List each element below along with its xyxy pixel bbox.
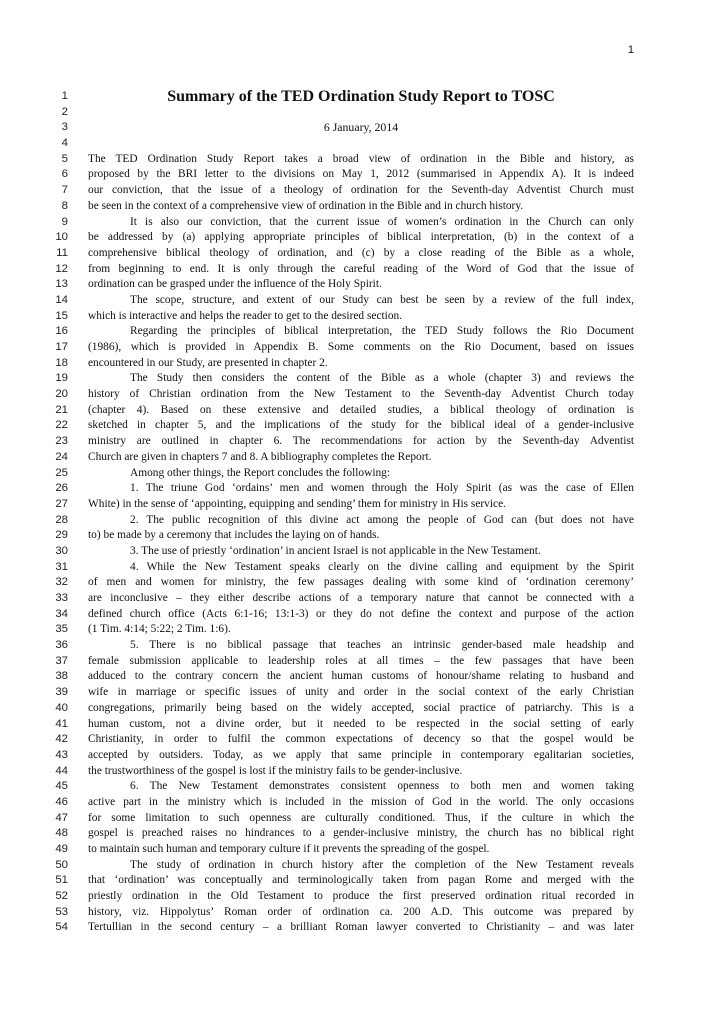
line-text: 1. The triune God ‘ordains’ men and women through the Holy Spirit (as was the case of Ellen (130, 482, 634, 495)
document-line (0, 764, 720, 780)
document-line (0, 826, 720, 842)
line-text: female submission applicable to leadership roles at all times – the few passages that have been (88, 654, 634, 667)
line-number: 38 (55, 670, 68, 683)
line-number: 2 (61, 105, 68, 118)
line-text: 3. The use of priestly ‘ordination’ in ancient Israel is not applicable in the New Testament. (130, 544, 541, 557)
document-line (0, 481, 720, 497)
line-text: Christianity, in order to fulfil the common expectations of decency so that the gospel would be (88, 733, 634, 746)
line-number: 10 (55, 231, 68, 244)
document-line (0, 905, 720, 921)
line-text: to) be made by a ceremony that includes the laying on of hands. (88, 529, 380, 542)
document-line (0, 199, 720, 215)
line-text: priestly ordination in the Old Testament to produce the first preserved ordination ritual recorded in (88, 890, 634, 903)
line-text: be addressed by (a) applying appropriate principles of biblical interpretation, (b) in the context of a (88, 231, 634, 244)
document-line (0, 842, 720, 858)
line-number: 52 (55, 890, 68, 903)
line-text: The Study then considers the content of the Bible as a whole (chapter 3) and reviews the (130, 372, 634, 385)
document-line (0, 873, 720, 889)
line-text: Regarding the principles of biblical interpretation, the TED Study follows the Rio Document (130, 325, 634, 338)
document-line (0, 669, 720, 685)
line-number: 33 (55, 592, 68, 604)
document-line (0, 293, 720, 309)
line-text: Among other things, the Report concludes the following: (130, 466, 391, 479)
line-number: 25 (55, 466, 68, 479)
line-number: 28 (55, 513, 68, 526)
line-number: 11 (56, 246, 68, 259)
line-number: 31 (55, 560, 68, 573)
line-number: 34 (55, 607, 68, 620)
line-number: 23 (55, 435, 68, 448)
line-number: 1 (61, 90, 68, 102)
line-number: 29 (55, 529, 68, 542)
line-text: adduced to the contrary concern the ancient human customs of honour/shame relating to husband and (88, 670, 634, 683)
line-text: 4. While the New Testament speaks clearly on the divine calling and equipment by the Spirit (130, 560, 634, 573)
document-line (0, 309, 720, 325)
document-line (0, 701, 720, 717)
line-text: White) in the sense of ‘appointing, equipping and sending’ them for ministry in His service. (88, 497, 506, 510)
document-line (0, 120, 720, 136)
line-number: 42 (55, 733, 68, 746)
document-line (0, 920, 720, 936)
document-line (0, 246, 720, 262)
line-text: defined church office (Acts 6:1-16; 13:1-3) or they do not define the context and purpose of the action (88, 607, 634, 620)
line-text: the trustworthiness of the gospel is lost if the ministry fails to be gender-inclusive. (88, 764, 463, 777)
line-text: (1986), which is provided in Appendix B. Some comments on the Rio Document, based on issues (88, 341, 634, 353)
line-number: 45 (55, 780, 68, 793)
document-line (0, 230, 720, 246)
line-number: 30 (55, 544, 68, 557)
line-text: gospel is preached raises no hindrances to a gender-inclusive ministry, the church has no biblical right (88, 827, 634, 840)
document-line (0, 779, 720, 795)
document-line (0, 371, 720, 387)
document-line (0, 450, 720, 466)
document-line (0, 277, 720, 293)
line-text: for some limitation to such openness are culturally conditioned. Thus, if the culture in which the (88, 811, 634, 824)
document-line (0, 811, 720, 827)
line-number: 21 (55, 403, 68, 416)
line-number: 37 (55, 654, 68, 667)
document-line (0, 560, 720, 576)
line-number: 20 (55, 388, 68, 401)
document-line (0, 795, 720, 811)
line-number: 18 (55, 356, 68, 369)
line-number: 50 (55, 858, 68, 871)
line-text: congregations, primarily being based on the widely accepted, social practice of patriarchy. This is a (88, 701, 634, 714)
document-date: 6 January, 2014 (323, 120, 399, 135)
document-line (0, 654, 720, 670)
line-number: 13 (55, 278, 68, 291)
line-number: 43 (55, 748, 68, 761)
line-text: (1 Tim. 4:14; 5:22; 2 Tim. 1:6). (88, 623, 231, 636)
line-number: 6 (61, 168, 68, 181)
line-text: which is interactive and helps the reader to get to the desired section. (88, 309, 403, 322)
line-number: 4 (61, 137, 68, 150)
line-number: 19 (55, 372, 68, 385)
line-text: wife in marriage or specific issues of unity and order in the social context of the early Christian (88, 686, 634, 699)
line-text: The TED Ordination Study Report takes a broad view of ordination in the Bible and history, as (88, 152, 634, 165)
document-line (0, 528, 720, 544)
line-number: 46 (55, 795, 68, 808)
line-number: 7 (61, 184, 68, 197)
line-number: 9 (61, 215, 68, 228)
document-line (0, 183, 720, 199)
line-text: history of Christian ordination from the New Testament to the Seventh-day Adventist Church today (88, 388, 634, 401)
line-text: proposed by the BRI letter to the divisions on May 1, 2012 (summarised in Appendix A). It is indeed (88, 168, 634, 181)
line-number: 15 (55, 309, 68, 322)
line-text: are inconclusive – they either describe actions of a temporary nature that cannot be connected with a (88, 592, 634, 604)
line-text: The study of ordination in church history after the completion of the New Testament reveals (130, 858, 634, 871)
line-text: of men and women for ministry, the few passages dealing with some kind of ‘ordination ceremony’ (88, 576, 634, 589)
line-number: 26 (55, 482, 68, 495)
document-line (0, 434, 720, 450)
document-line (0, 262, 720, 278)
line-number: 16 (55, 325, 68, 338)
line-text: from beginning to end. It is only through the careful reading of the Word of God that the issue of (88, 262, 634, 275)
line-text: that ‘ordination’ was conceptually and terminologically taken from pagan Rome and merged with the (88, 874, 634, 887)
document-line (0, 215, 720, 231)
line-number: 24 (55, 450, 68, 463)
line-text: accepted by outsiders. Today, as we apply that same principle in contemporary egalitarian societies, (88, 748, 634, 761)
document-line (0, 607, 720, 623)
line-number: 22 (55, 419, 68, 432)
document-line (0, 748, 720, 764)
line-number: 35 (55, 623, 68, 636)
document-line (0, 152, 720, 168)
line-number: 32 (55, 576, 68, 589)
line-number: 51 (55, 874, 68, 887)
document-line (0, 575, 720, 591)
document-line (0, 136, 720, 152)
document-line (0, 685, 720, 701)
line-number: 14 (55, 293, 68, 306)
document-line (0, 497, 720, 513)
line-text: to maintain such human and temporary culture if it prevents the spreading of the gospel. (88, 843, 490, 855)
line-number: 40 (55, 701, 68, 714)
line-number: 41 (55, 717, 68, 730)
document-line (0, 466, 720, 482)
line-number: 27 (55, 497, 68, 510)
document-line (0, 732, 720, 748)
page-number: 1 (627, 44, 634, 56)
line-number: 12 (55, 262, 68, 275)
line-text: our conviction, that the issue of a theology of ordination for the Seventh-day Adventist Church must (88, 184, 634, 197)
document-line (0, 858, 720, 874)
line-text: be seen in the context of a comprehensive view of ordination in the Bible and in church history. (88, 199, 524, 212)
line-text: (chapter 4). Based on these extensive and detailed studies, a biblical theology of ordination is (88, 403, 634, 416)
line-text: sketched in chapter 5, and the implications of the study for the biblical ideal of a gender-inclusive (88, 419, 634, 432)
document-line (0, 167, 720, 183)
line-text: encountered in our Study, are presented in chapter 2. (88, 356, 328, 369)
document-line (0, 544, 720, 560)
line-number: 47 (55, 811, 68, 824)
line-text: 2. The public recognition of this divine act among the people of God can (but does not have (130, 513, 634, 526)
line-number: 49 (55, 843, 68, 855)
line-number: 3 (61, 121, 68, 134)
line-number: 36 (55, 639, 68, 652)
line-text: The scope, structure, and extent of our Study can best be seen by a review of the full index, (130, 293, 634, 306)
line-number: 53 (55, 905, 68, 918)
document-line (0, 340, 720, 356)
line-number: 5 (61, 152, 68, 165)
document-line (0, 622, 720, 638)
text-body (0, 89, 720, 936)
line-number: 17 (55, 341, 68, 353)
line-text: Tertullian in the second century – a brilliant Roman lawyer converted to Christianity – and was later (88, 921, 634, 934)
line-text: 5. There is no biblical passage that teaches an intrinsic gender-based male headship and (130, 639, 634, 652)
document-line (0, 591, 720, 607)
document-title: Summary of the TED Ordination Study Report to TOSC (167, 88, 555, 105)
document-line (0, 403, 720, 419)
document-line (0, 717, 720, 733)
line-text: 6. The New Testament demonstrates consistent openness to both men and women taking (130, 780, 634, 793)
line-text: It is also our conviction, that the current issue of women’s ordination in the Church can only (130, 215, 634, 228)
document-line (0, 889, 720, 905)
document-line (0, 513, 720, 529)
document-line (0, 324, 720, 340)
line-text: active part in the ministry which is included in the mission of God in the world. The only occasions (88, 795, 634, 808)
document-line (0, 89, 720, 105)
line-text: ordination can be grasped under the influence of the Holy Spirit. (88, 278, 382, 291)
line-number: 44 (55, 764, 68, 777)
line-text: human custom, not a divine order, but it needed to be respected in the social setting of early (88, 717, 634, 730)
line-text: comprehensive biblical theology of ordination, and (c) by a close reading of the Bible as a whole, (88, 246, 634, 259)
line-number: 54 (55, 921, 68, 934)
document-line (0, 105, 720, 121)
line-text: history, viz. Hippolytus’ Roman order of ordination ca. 200 A.D. This outcome was prepared by (88, 905, 634, 918)
line-number: 8 (61, 199, 68, 212)
line-text: ministry are outlined in chapter 6. The recommendations for action by the Seventh-day Adventist (88, 435, 634, 448)
document-line (0, 387, 720, 403)
document-line (0, 638, 720, 654)
document-line (0, 418, 720, 434)
line-number: 39 (55, 686, 68, 699)
document-line (0, 356, 720, 372)
line-number: 48 (55, 827, 68, 840)
line-text: Church are given in chapters 7 and 8. A bibliography completes the Report. (88, 450, 432, 463)
